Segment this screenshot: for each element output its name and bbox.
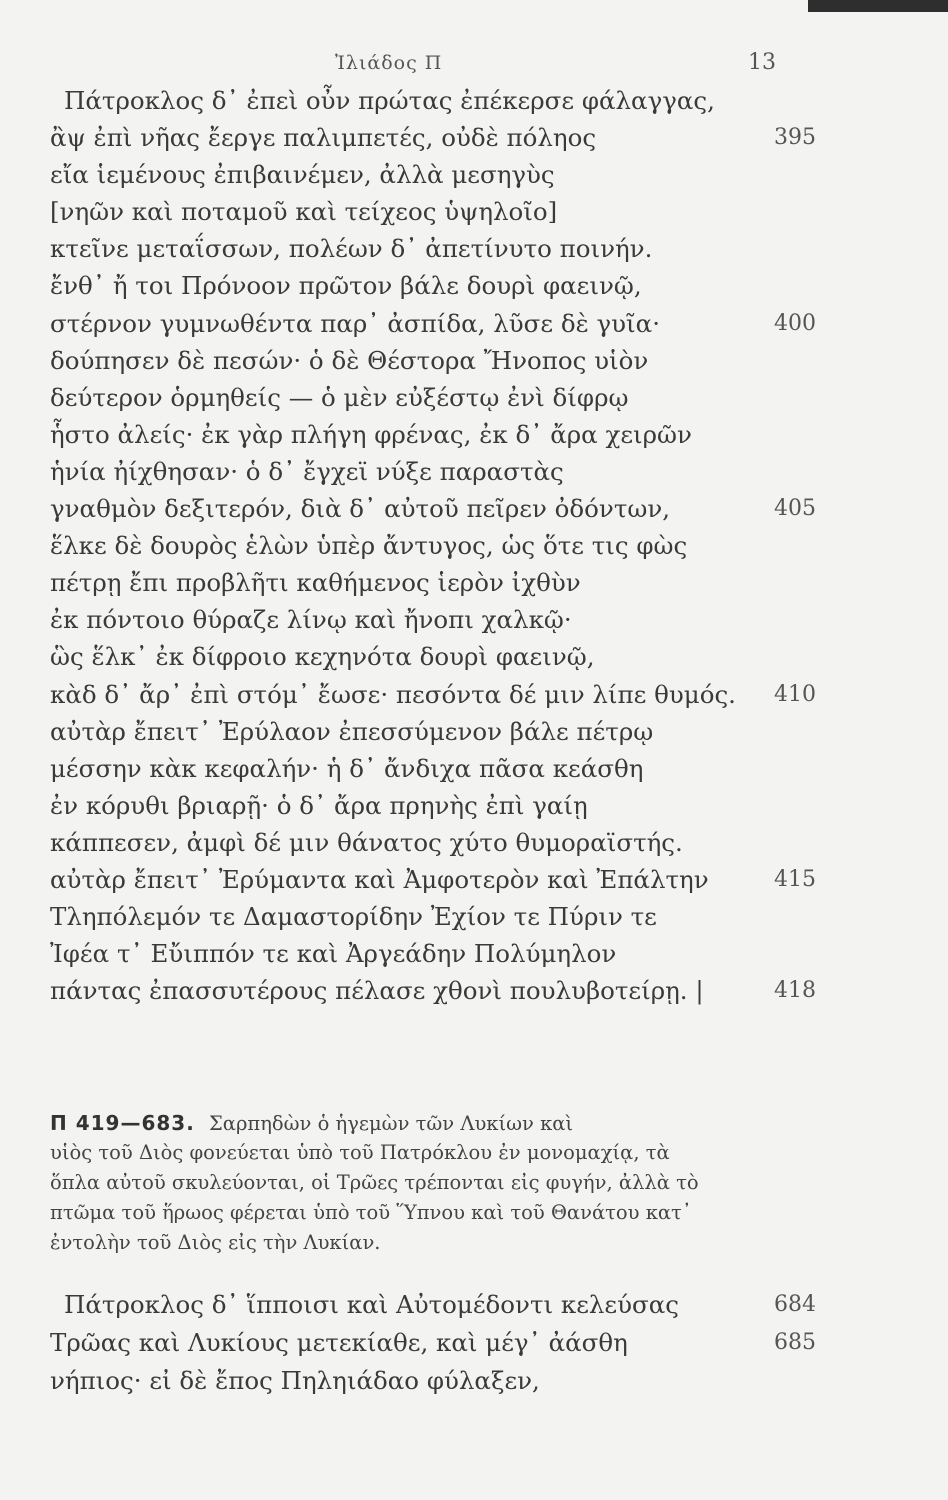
line-number: 418	[774, 978, 816, 1004]
summary-line: πτῶμα τοῦ ἥρωος φέρεται ὑπὸ τοῦ Ὕπνου καὶ τοῦ Θανάτου κατ᾽	[50, 1201, 692, 1224]
line-number: 410	[774, 681, 816, 707]
verse-line	[50, 527, 840, 564]
verse-text: Πάτροκλος δ᾽ ἵπποισι καὶ Αὐτομέδοντι κελεύσας	[64, 1290, 680, 1319]
verse-text: κάππεσεν, ἀμφὶ δέ μιν θάνατος χύτο θυμοραϊστής.	[50, 827, 683, 857]
verse-text: αὐτὰρ ἔπειτ᾽ Ἐρύλαον ἐπεσσύμενον βάλε πέτρῳ	[50, 716, 654, 746]
verse-line	[50, 267, 840, 304]
verse-text: Τρῶας καὶ Λυκίους μετεκίαθε, καὶ μέγ᾽ ἀάσθη	[50, 1328, 628, 1357]
verse-text: Τληπόλεμόν τε Δαμαστορίδην Ἐχίον τε Πύριν τε	[50, 902, 657, 932]
scan-corner-mark	[808, 0, 948, 12]
verse-text: πέτρῃ ἔπι προβλῆτι καθήμενος ἱερὸν ἰχθὺν	[50, 568, 581, 598]
page-number: 13	[748, 50, 776, 75]
verse-text: Ἰφέα τ᾽ Εὔιππόν τε καὶ Ἀργεάδην Πολύμηλον	[50, 939, 617, 969]
verse-text: ἕλκε δὲ δουρὸς ἑλὼν ὑπὲρ ἄντυγος, ὡς ὅτε τις φὼς	[50, 531, 688, 561]
verse-line	[50, 601, 840, 638]
verse-line	[50, 750, 840, 787]
summary-text: Σαρπηδὼν ὁ ἡγεμὼν τῶν Λυκίων καὶ	[209, 1112, 574, 1135]
verse-text: δεύτερον ὁρμηθείς — ὁ μὲν εὐξέστῳ ἐνὶ δίφρῳ	[50, 382, 629, 412]
verse-line	[50, 156, 840, 193]
summary-reference: Π 419—683.	[50, 1111, 195, 1135]
verse-line	[50, 1286, 840, 1324]
verse-block	[50, 82, 840, 1009]
line-number: 400	[774, 310, 816, 336]
verse-line	[50, 713, 840, 750]
verse-line	[50, 416, 840, 453]
verse-line	[50, 193, 840, 230]
line-number: 684	[774, 1292, 816, 1317]
verse-line	[50, 638, 840, 675]
verse-line	[50, 342, 840, 379]
verse-line	[50, 1324, 840, 1362]
verse-text: κὰδ δ᾽ ἄρ᾽ ἐπὶ στόμ᾽ ἔωσε· πεσόντα δέ μιν λίπε θυμός.	[50, 679, 736, 709]
verse-line	[50, 119, 840, 156]
verse-text: [νηῶν καὶ ποταμοῦ καὶ τείχεος ὑψηλοῖο]	[50, 197, 558, 227]
summary-line: υἱὸς τοῦ Διὸς φονεύεται ὑπὸ τοῦ Πατρόκλου ἐν μονομαχίᾳ, τὰ	[50, 1141, 670, 1164]
verse-text: μέσσην κὰκ κεφαλήν· ἡ δ᾽ ἄνδιχα πᾶσα κεάσθη	[50, 753, 644, 783]
line-number: 685	[774, 1330, 816, 1355]
line-number: 395	[774, 125, 816, 151]
verse-text: ἐν κόρυθι βριαρῇ· ὁ δ᾽ ἄρα πρηνὴς ἐπὶ γαίῃ	[50, 790, 588, 820]
verse-line	[50, 490, 840, 527]
summary-line	[50, 1108, 830, 1138]
verse-line	[50, 305, 840, 342]
verse-line	[50, 824, 840, 861]
verse-line	[50, 564, 840, 601]
verse-text: ἔνθ᾽ ἤ τοι Πρόνοον πρῶτον βάλε δουρὶ φαεινῷ,	[50, 271, 642, 301]
verse-line	[50, 787, 840, 824]
verse-line	[50, 453, 840, 490]
verse-text: ὣς ἕλκ᾽ ἐκ δίφροιο κεχηνότα δουρὶ φαεινῷ,	[50, 642, 595, 672]
verse-line	[50, 972, 840, 1009]
verse-line	[50, 1362, 840, 1400]
verse-text: ἂψ ἐπὶ νῆας ἔεργε παλιμπετές, οὐδὲ πόληος	[50, 123, 597, 153]
summary-paragraph	[50, 1108, 830, 1258]
running-title: Ἰλιάδος Π	[335, 52, 443, 74]
verse-text: στέρνον γυμνωθέντα παρ᾽ ἀσπίδα, λῦσε δὲ γυῖα·	[50, 308, 660, 338]
verse-text: Πάτροκλος δ᾽ ἐπεὶ οὖν πρώτας ἐπέκερσε φάλαγγας,	[64, 86, 715, 115]
verse-text: εἴα ἱεμένους ἐπιβαινέμεν, ἀλλὰ μεσηγὺς	[50, 160, 555, 190]
verse-text: δούπησεν δὲ πεσών· ὁ δὲ Θέστορα Ἤνοπος υἱὸν	[50, 345, 649, 375]
line-number: 415	[774, 866, 816, 892]
verse-line	[50, 82, 840, 119]
line-number: 405	[774, 496, 816, 522]
verse-line	[50, 676, 840, 713]
verse-line	[50, 230, 840, 267]
verse-text: νήπιος· εἰ δὲ ἔπος Πηληιάδαο φύλαξεν,	[50, 1366, 540, 1395]
verse-block-continued	[50, 1286, 840, 1400]
verse-line	[50, 379, 840, 416]
page-header	[0, 50, 948, 86]
verse-text: πάντας ἐπασσυτέρους πέλασε χθονὶ πουλυβοτείρῃ. |	[50, 976, 704, 1006]
verse-line	[50, 898, 840, 935]
verse-text: ἧστο ἀλείς· ἐκ γὰρ πλήγη φρένας, ἐκ δ᾽ ἄρα χειρῶν	[50, 419, 692, 449]
verse-text: γναθμὸν δεξιτερόν, διὰ δ᾽ αὐτοῦ πεῖρεν ὀδόντων,	[50, 494, 671, 524]
summary-line: ὅπλα αὐτοῦ σκυλεύονται, οἱ Τρῶες τρέπονται εἰς φυγήν, ἀλλὰ τὸ	[50, 1171, 699, 1194]
verse-text: κτεῖνε μεταΐσσων, πολέων δ᾽ ἀπετίνυτο ποινήν.	[50, 234, 653, 264]
verse-text: αὐτὰρ ἔπειτ᾽ Ἐρύμαντα καὶ Ἀμφοτερὸν καὶ Ἐπάλτην	[50, 864, 709, 894]
verse-line	[50, 861, 840, 898]
verse-text: ἐκ πόντοιο θύραζε λίνῳ καὶ ἤνοπι χαλκῷ·	[50, 605, 572, 635]
verse-line	[50, 935, 840, 972]
summary-line: ἐντολὴν τοῦ Διὸς εἰς τὴν Λυκίαν.	[50, 1231, 381, 1254]
verse-text: ἡνία ἠίχθησαν· ὁ δ᾽ ἔγχεϊ νύξε παραστὰς	[50, 456, 564, 486]
